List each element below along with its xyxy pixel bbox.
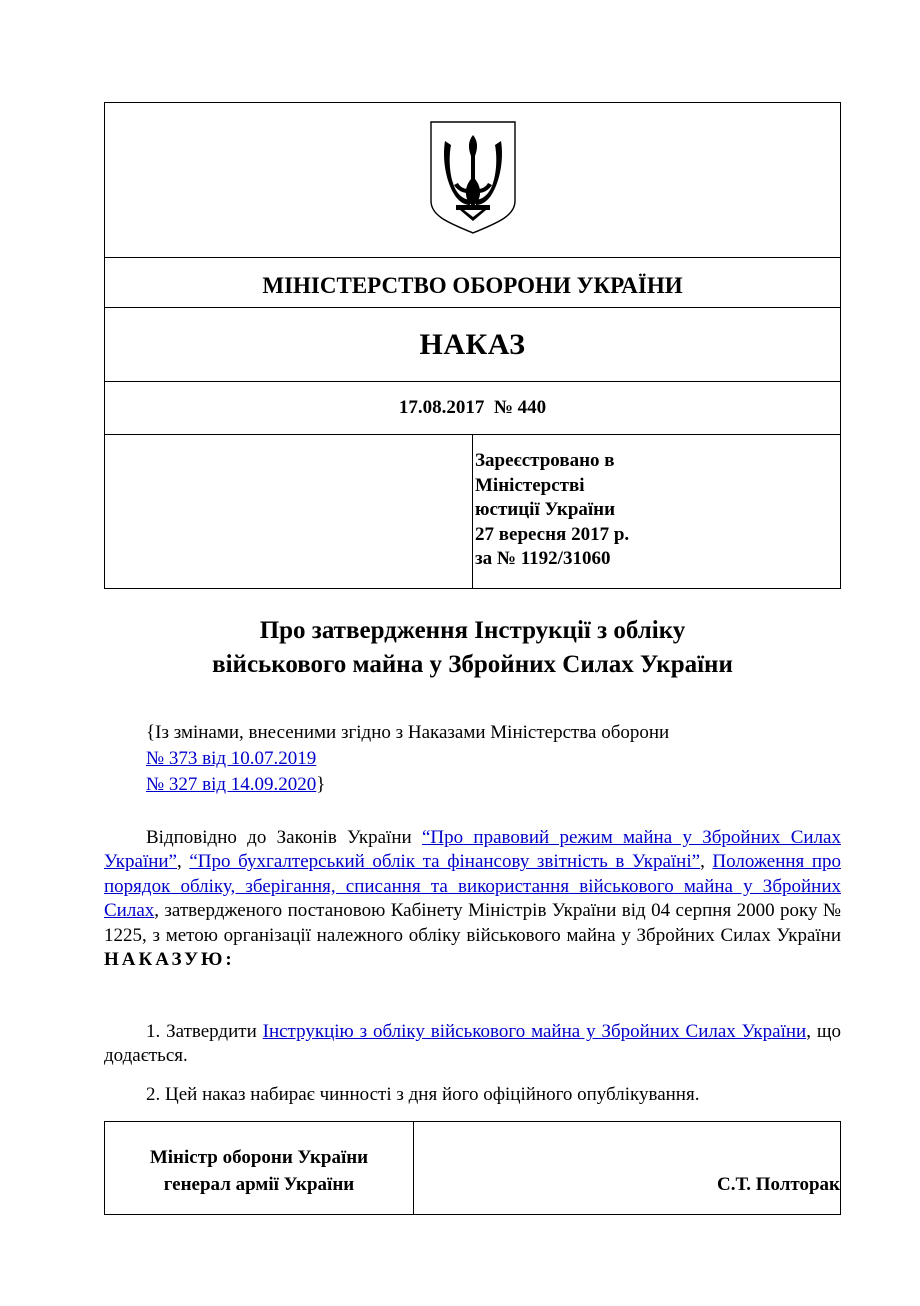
emblem-cell [105,103,841,258]
signature-table [104,1121,841,1215]
registration-line: юстиції України [475,499,616,520]
signatory-name: С.Т. Полторак [414,1122,841,1215]
registration-line: за № 1192/31060 [475,548,611,569]
preamble-text: , затвердженого постановою Кабінету Міністрів України від 04 серпня 2000 року № 1225, з метою організації належного обліку військового майна у Збройних Силах України [104,900,841,946]
document-type: НАКАЗ [105,308,841,382]
item-2: 2. Цей наказ набирає чинності з дня його офіційного опублікування. [146,1084,700,1105]
amendments-note [146,720,669,798]
order-date-number-text: 17.08.2017 № 440 [398,397,547,418]
registration-line: Зареєстровано в [475,450,615,471]
instruction-link[interactable]: Інструкцію з обліку військового майна у Збройних Силах України [262,1021,807,1042]
item-1-text: , що додається. [104,1021,841,1067]
amendment-link[interactable]: № 327 від 14.09.2020 [146,774,317,795]
preamble-text: , [700,851,713,873]
registration-line: 27 вересня 2017 р. [475,523,630,545]
amendment-link[interactable]: № 373 від 10.07.2019 [146,748,317,769]
empty-cell [105,435,473,589]
registration-line: Міністерстві [475,474,585,496]
position-line: Міністр оборони України [149,1147,369,1168]
regulation-link[interactable]: Положення про порядок обліку, зберігання, списання та використання військового майна у Збройних Силах [104,851,842,922]
law-link-accounting[interactable]: “Про бухгалтерський облік та фінансову звітність в Україні” [189,851,701,873]
document-title [104,614,841,682]
coat-of-arms-icon [430,121,516,235]
amendments-intro: {Із змінами, внесеними згідно з Наказами Міністерства оборони [146,722,670,743]
preamble-text: , [177,851,190,873]
title-line-1: Про затвердження Інструкції з обліку [259,617,686,644]
ministry-name: МІНІСТЕРСТВО ОБОРОНИ УКРАЇНИ [105,258,841,308]
law-link-military-property[interactable]: “Про правовий режим майна у Збройних Силах України” [104,827,841,873]
title-line-2: військового майна у Збройних Силах України [212,651,733,678]
item-1 [104,1020,841,1069]
amendments-close: } [316,774,326,795]
order-date-number [105,382,841,435]
order-word: НАКАЗУЮ: [104,949,235,971]
preamble-text: Відповідно до Законів України [146,827,422,848]
preamble-paragraph [104,826,841,972]
signatory-position [105,1122,414,1215]
position-line: генерал армії України [163,1174,355,1195]
header-table [104,102,841,589]
item-1-text: 1. Затвердити [146,1021,263,1042]
registration-block [473,435,841,589]
